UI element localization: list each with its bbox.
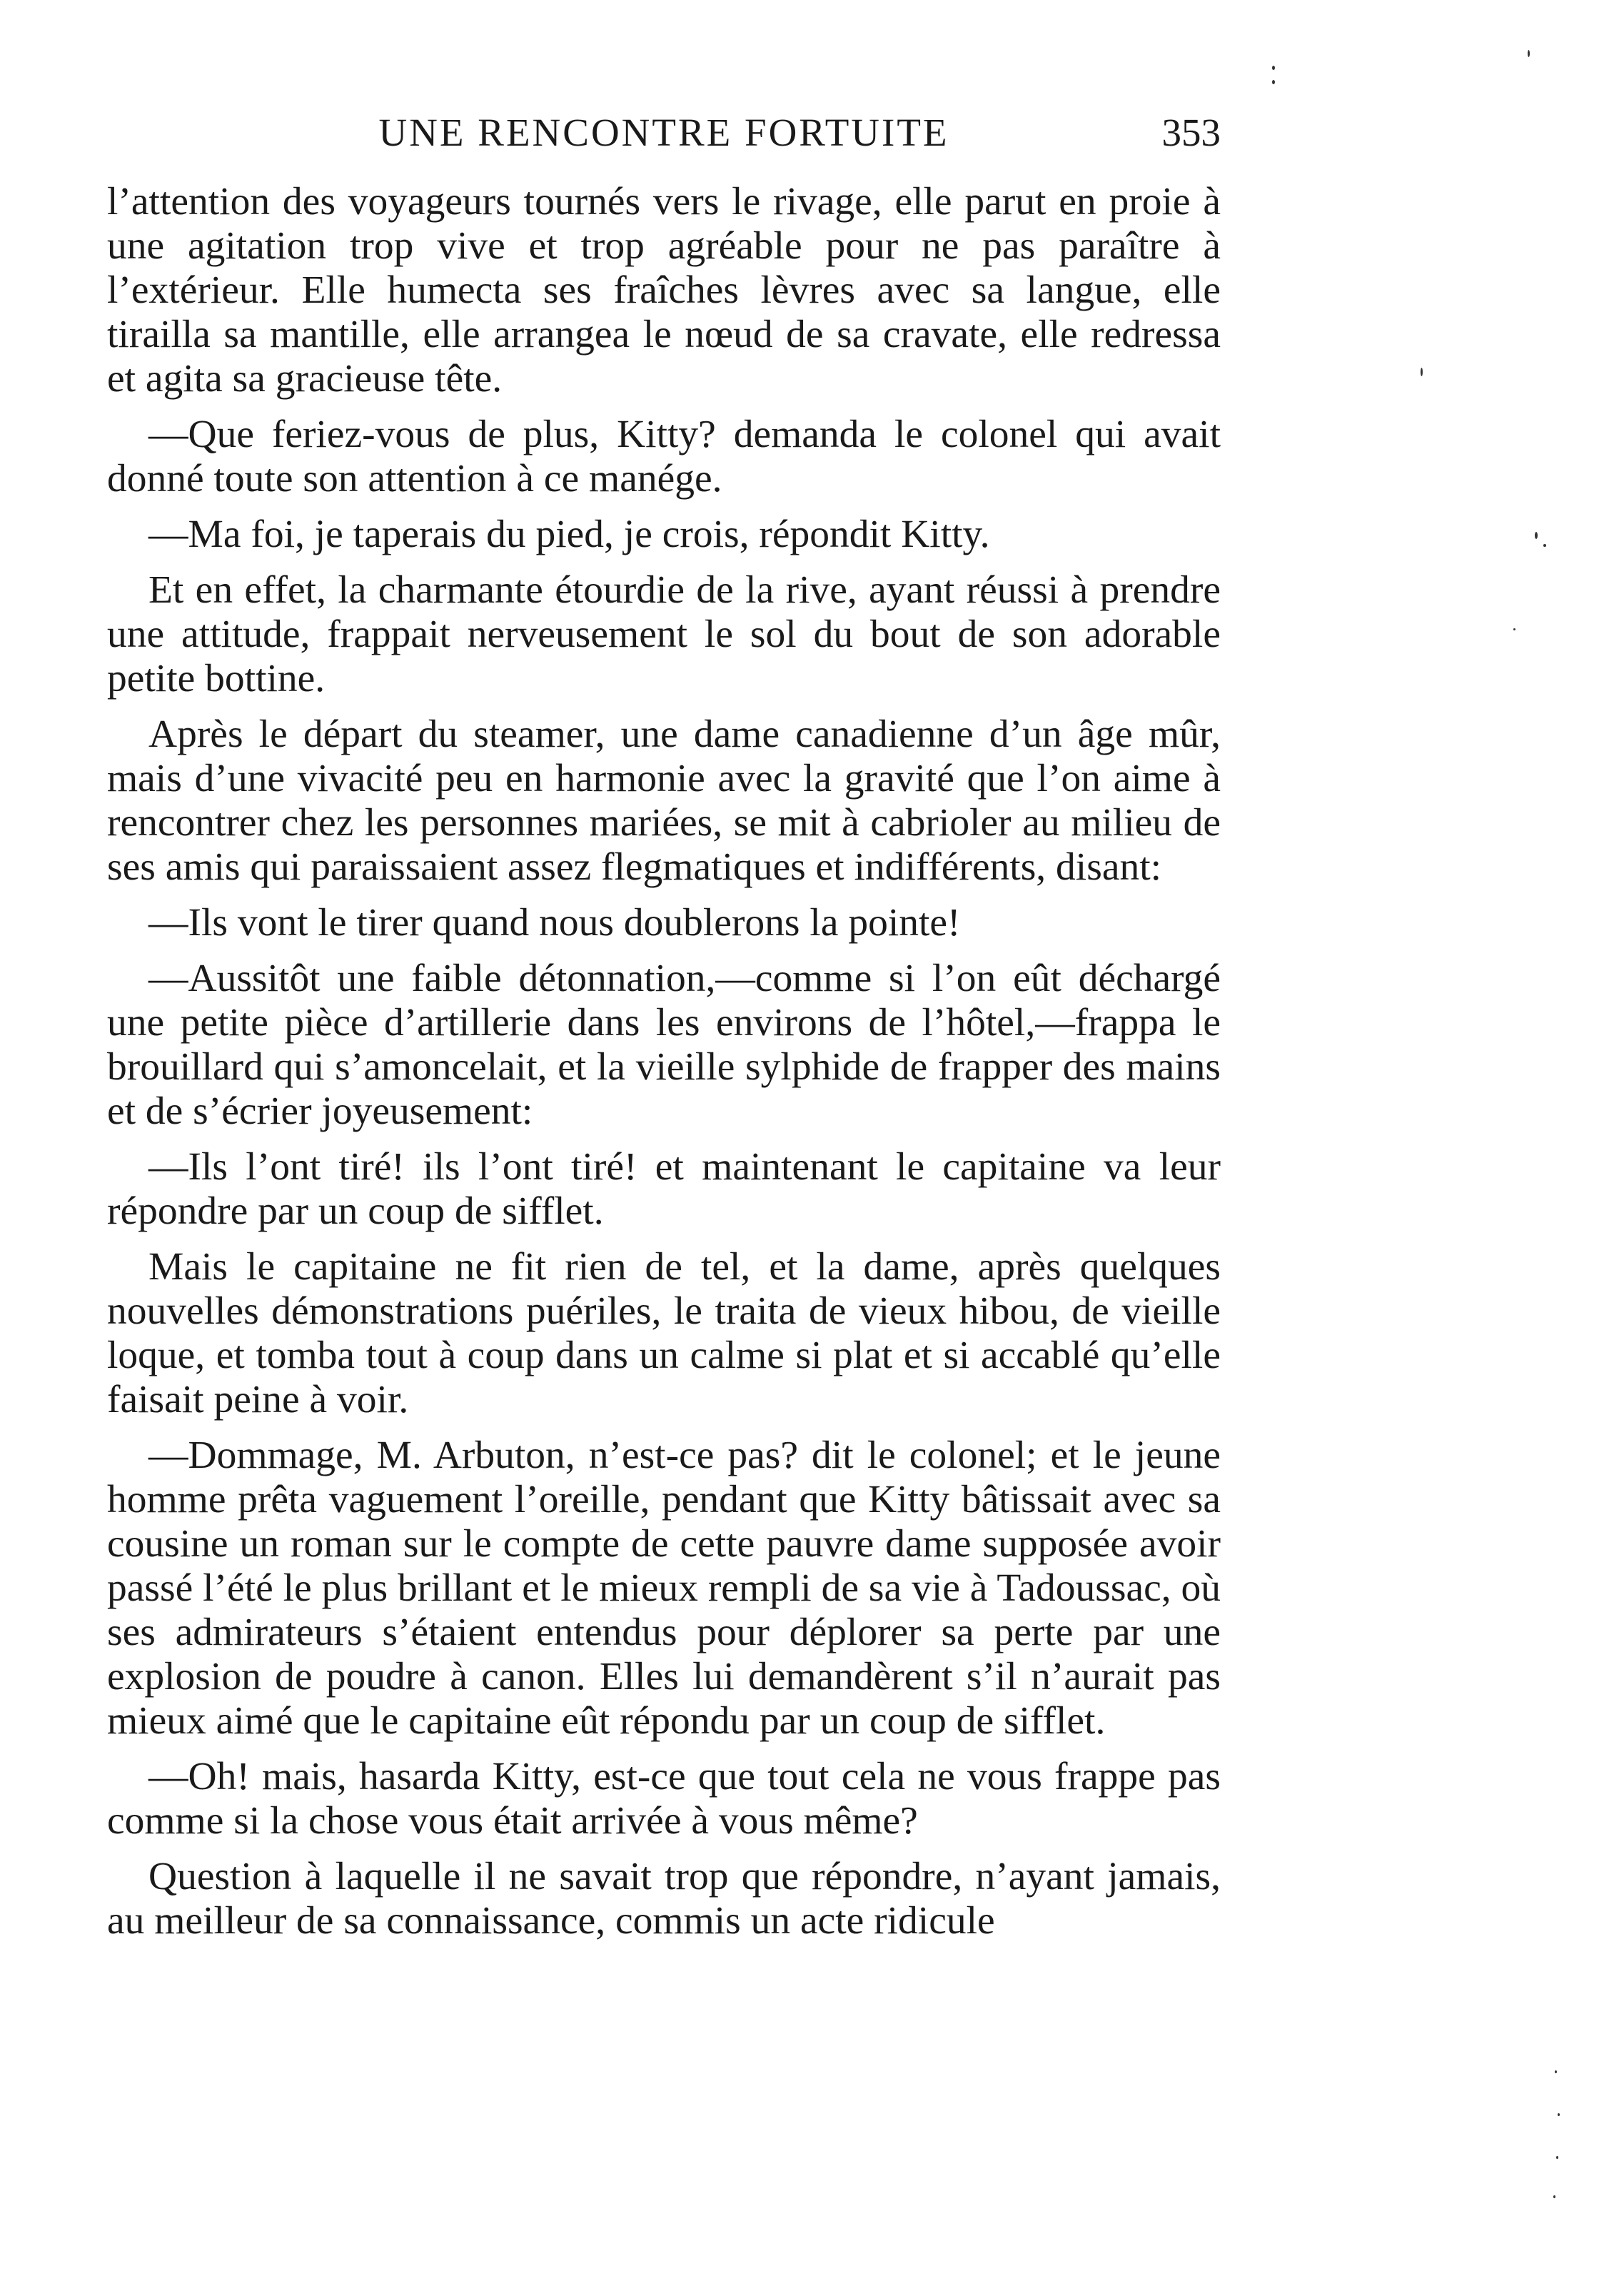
body-text <box>107 180 1221 1943</box>
scan-speck <box>1272 66 1275 70</box>
paragraph: —Ils vont le tirer quand nous doublerons la pointe! <box>148 901 961 945</box>
paragraph: —Ma foi, je taperais du pied, je crois, répondit Kitty. <box>148 513 990 556</box>
book-page <box>107 107 1221 2213</box>
page-number: 353 <box>1161 111 1221 154</box>
paragraph: —Ils l’ont tiré! ils l’ont tiré! et maintenant le capitaine va leur répondre par un coup de sifflet. <box>107 1145 1221 1233</box>
paragraph: Mais le capitaine ne fit rien de tel, et la dame, après quelques nouvelles démonstrations puériles, le traita de vieux hibou, de vieille loque, et tomba tout à coup dans un calme si plat et si accablé qu’elle faisait peine à voir. <box>107 1245 1221 1421</box>
running-title: UNE RENCONTRE FORTUITE <box>378 111 949 154</box>
paragraph: Après le départ du steamer, une dame canadienne d’un âge mûr, mais d’une vivacité peu en harmonie avec la gravité que l’on aime à rencontrer chez les personnes mariées, se mit à cabrioler au milieu de ses amis qui paraissaient assez flegmatiques et indifférents, disant: <box>107 713 1221 889</box>
scan-speck <box>1558 2113 1560 2116</box>
scan-speck <box>1553 2195 1555 2198</box>
page-header <box>107 107 1221 164</box>
scan-speck <box>1555 2070 1557 2073</box>
scan-speck <box>1513 628 1515 630</box>
paragraph: —Aussitôt une faible détonnation,—comme si l’on eût déchargé une petite pièce d’artillerie dans les environs de l’hôtel,—frappa le brouillard qui s’amoncelait, et la vieille sylphide de frapper des mains et de s’écrier joyeusement: <box>107 957 1221 1133</box>
paragraph: l’attention des voyageurs tournés vers le rivage, elle parut en proie à une agitation trop vive et trop agréable pour ne pas paraître à l’extérieur. Elle humecta ses fraîches lèvres avec sa langue, elle tirailla sa mantille, elle arrangea le nœud de sa cravate, elle redressa et agita sa gracieuse tête. <box>107 180 1221 401</box>
paragraph: —Que feriez-vous de plus, Kitty? demanda le colonel qui avait donné toute son attention à ce manége. <box>107 413 1221 500</box>
scan-speck <box>1556 2156 1558 2159</box>
scan-speck <box>1535 532 1538 539</box>
paragraph: —Dommage, M. Arbuton, n’est-ce pas? dit le colonel; et le jeune homme prêta vaguement l’oreille, pendant que Kitty bâtissait avec sa cousine un roman sur le compte de cette pauvre dame supposée avoir passé l’été le plus brillant et le mieux rempli de sa vie à Tadoussac, où ses admirateurs s’étaient entendus pour déplorer sa perte par une explosion de poudre à canon. Elles lui demandèrent s’il n’aurait pas mieux aimé que le capitaine eût répondu par un coup de sifflet. <box>107 1434 1221 1743</box>
scan-speck <box>1421 368 1423 376</box>
paragraph: —Oh! mais, hasarda Kitty, est-ce que tout cela ne vous frappe pas comme si la chose vous était arrivée à vous même? <box>107 1755 1221 1843</box>
scan-speck <box>1543 544 1546 547</box>
scan-speck <box>1272 80 1275 84</box>
paragraph: Et en effet, la charmante étourdie de la rive, ayant réussi à prendre une attitude, frappait nerveusement le sol du bout de son adorable petite bottine. <box>107 568 1221 700</box>
paragraph: Question à laquelle il ne savait trop que répondre, n’ayant jamais, au meilleur de sa connaissance, commis un acte ridicule <box>107 1855 1221 1943</box>
scan-speck <box>1528 50 1530 57</box>
